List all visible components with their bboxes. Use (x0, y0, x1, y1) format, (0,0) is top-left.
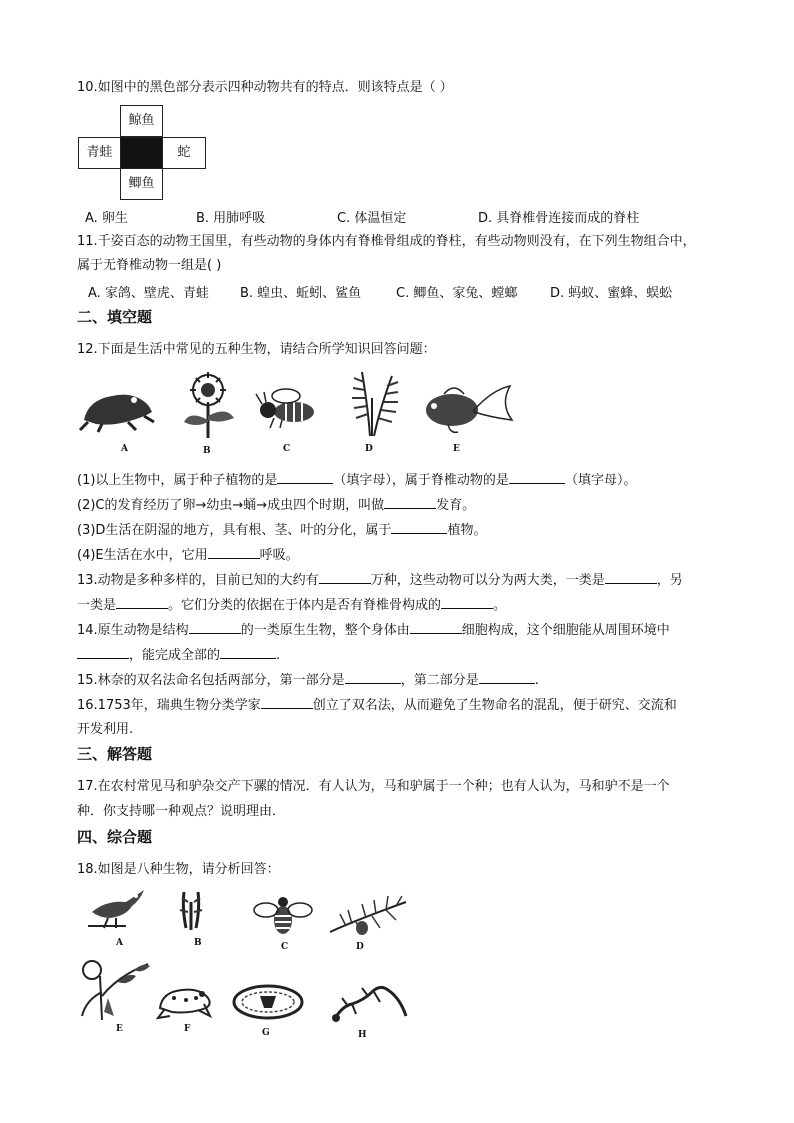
q13-text-b: 万种，这些动物可以分为两大类，一类是 (370, 573, 605, 588)
bird-image (86, 886, 148, 934)
q17-line1: 17.在农村常见马和驴杂交产下骡的情况．有人认为，马和驴属于一个种；也有人认为，马和驴不是一个 (77, 779, 670, 794)
q18-caption-h: H (358, 1030, 367, 1040)
q18-caption-c: C (281, 942, 289, 952)
q13-text-f: 。 (493, 598, 507, 613)
q12-part3-text-b: 植物。 (447, 523, 487, 538)
section-heading-answer: 三、解答题 (77, 745, 153, 763)
q12-part4 (77, 545, 299, 566)
answer-blank[interactable] (319, 570, 371, 584)
q14-text-d: ，能完成全部的 (129, 648, 221, 663)
q11-stem-line2: 属于无脊椎动物一组是( ) (77, 258, 222, 273)
q12-part1-text-b: （填字母），属于脊椎动物的是 (333, 473, 509, 488)
q17-line2: 种．你支持哪一种观点？说明理由． (77, 804, 286, 819)
answer-blank[interactable] (116, 595, 168, 609)
q12-part3 (77, 520, 486, 541)
section-heading-comprehensive: 四、综合题 (77, 828, 153, 846)
diagram-left-cell: 青蛙 (78, 137, 121, 169)
q10-option-b[interactable]: B. 用肺呼吸 (196, 211, 266, 226)
q12-part1-text-a: (1)以上生物中，属于种子植物的是 (77, 473, 278, 488)
q12-stem: 12.下面是生活中常见的五种生物，请结合所学知识回答问题： (77, 342, 436, 357)
answer-blank[interactable] (441, 595, 493, 609)
pine-branch-image (326, 892, 410, 940)
q16-text-b: 创立了双名法，从而避免了生物命名的混乱，便于研究、交流和 (312, 698, 677, 713)
q12-part4-text-b: 呼吸。 (259, 548, 299, 563)
q12-caption-b: B (203, 446, 211, 456)
q12-caption-a: A (121, 444, 128, 454)
q14-line2 (77, 645, 280, 666)
q12-part1-text-c: （填字母）。 (564, 473, 637, 488)
q11-option-a[interactable]: A. 家鸽、壁虎、青蛙 (88, 286, 209, 301)
goldfish-image (418, 380, 514, 440)
q15-line (77, 670, 539, 691)
answer-blank[interactable] (479, 670, 535, 684)
q18-caption-f: F (184, 1024, 191, 1034)
answer-blank[interactable] (220, 645, 276, 659)
q15-text-c: . (534, 673, 539, 688)
q13-text-a: 13.动物是多种多样的，目前已知的大约有 (77, 573, 319, 588)
q15-text-b: ，第二部分是 (400, 673, 479, 688)
q13-text-c: ，另 (656, 573, 683, 588)
q10-option-c[interactable]: C. 体温恒定 (337, 211, 407, 226)
q12-caption-e: E (453, 444, 460, 454)
q10-option-a[interactable]: A. 卵生 (85, 211, 128, 226)
q12-caption-d: D (365, 444, 373, 454)
section-heading-fill-in: 二、填空题 (77, 308, 153, 326)
q13-text-d: 一类是 (77, 598, 117, 613)
fern-image (340, 368, 410, 438)
q16-text-a: 16.1753年，瑞典生物分类学家 (77, 698, 261, 713)
q10-stem: 10.如图中的黑色部分表示四种动物共有的特点．则该特点是（ ） (77, 80, 453, 95)
answer-blank[interactable] (77, 645, 129, 659)
q10-option-d[interactable]: D. 具脊椎骨连接而成的脊柱 (478, 211, 640, 226)
q12-part1 (77, 470, 636, 491)
q11-stem-line1: 11.千姿百态的动物王国里，有些动物的身体内有脊椎骨组成的脊柱，有些动物则没有，在下列生物组合中， (77, 234, 696, 249)
sunflower-image (176, 370, 240, 442)
q13-line2 (77, 595, 506, 616)
q12-part2 (77, 495, 475, 516)
q15-text-a: 15.林奈的双名法命名包括两部分，第一部分是 (77, 673, 345, 688)
q16-line2: 开发利用. (77, 722, 134, 737)
q14-text-a: 14.原生动物是结构 (77, 623, 189, 638)
q13-line1 (77, 570, 683, 591)
frog-image-2 (156, 980, 216, 1020)
q18-caption-b: B (194, 938, 202, 948)
bee-image-2 (252, 894, 314, 938)
q11-option-d[interactable]: D. 蚂蚁、蜜蜂、蜈蚣 (550, 286, 673, 301)
moss-image (178, 888, 204, 932)
q12-part3-text-a: (3)D生活在阴湿的地方，具有根、茎、叶的分化，属于 (77, 523, 392, 538)
q14-text-e: . (276, 648, 281, 663)
q14-text-c: 细胞构成，这个细胞能从周围环境中 (461, 623, 670, 638)
answer-blank[interactable] (208, 545, 260, 559)
q12-caption-c: C (283, 444, 291, 454)
diagram-center-black-cell (120, 137, 163, 169)
q18-caption-g: G (262, 1028, 270, 1038)
q18-caption-a: A (116, 938, 123, 948)
diagram-right-cell: 蛇 (162, 137, 206, 169)
answer-blank[interactable] (277, 470, 333, 484)
q16-line1 (77, 695, 677, 716)
answer-blank[interactable] (384, 495, 436, 509)
diagram-bottom-cell: 鲫鱼 (120, 168, 163, 200)
q14-line1 (77, 620, 670, 641)
paramecium-image (230, 982, 306, 1022)
answer-blank[interactable] (605, 570, 657, 584)
q18-caption-e: E (116, 1024, 123, 1034)
answer-blank[interactable] (509, 470, 565, 484)
lizard-image (328, 980, 410, 1028)
q12-part2-text-b: 发育。 (436, 498, 476, 513)
frog-image (78, 378, 158, 438)
q14-text-b: 的一类原生生物，整个身体由 (240, 623, 410, 638)
answer-blank[interactable] (391, 520, 447, 534)
diagram-top-cell: 鲸鱼 (120, 105, 163, 137)
answer-blank[interactable] (189, 620, 241, 634)
q18-stem: 18.如图是八种生物，请分析回答： (77, 862, 280, 877)
flowering-plant-image (78, 956, 154, 1024)
q11-option-c[interactable]: C. 鲫鱼、家兔、螳螂 (396, 286, 518, 301)
q12-part2-text-a: (2)C的发育经历了卵→幼虫→蛹→成虫四个时期，叫做 (77, 498, 385, 513)
answer-blank[interactable] (410, 620, 462, 634)
answer-blank[interactable] (345, 670, 401, 684)
q11-option-b[interactable]: B. 蝗虫、蚯蚓、鲨鱼 (240, 286, 362, 301)
q13-text-e: 。它们分类的依据在于体内是否有脊椎骨构成的 (168, 598, 442, 613)
q18-caption-d: D (356, 942, 364, 952)
q12-part4-text-a: (4)E生活在水中，它用 (77, 548, 208, 563)
answer-blank[interactable] (261, 695, 313, 709)
bee-image (252, 386, 322, 430)
